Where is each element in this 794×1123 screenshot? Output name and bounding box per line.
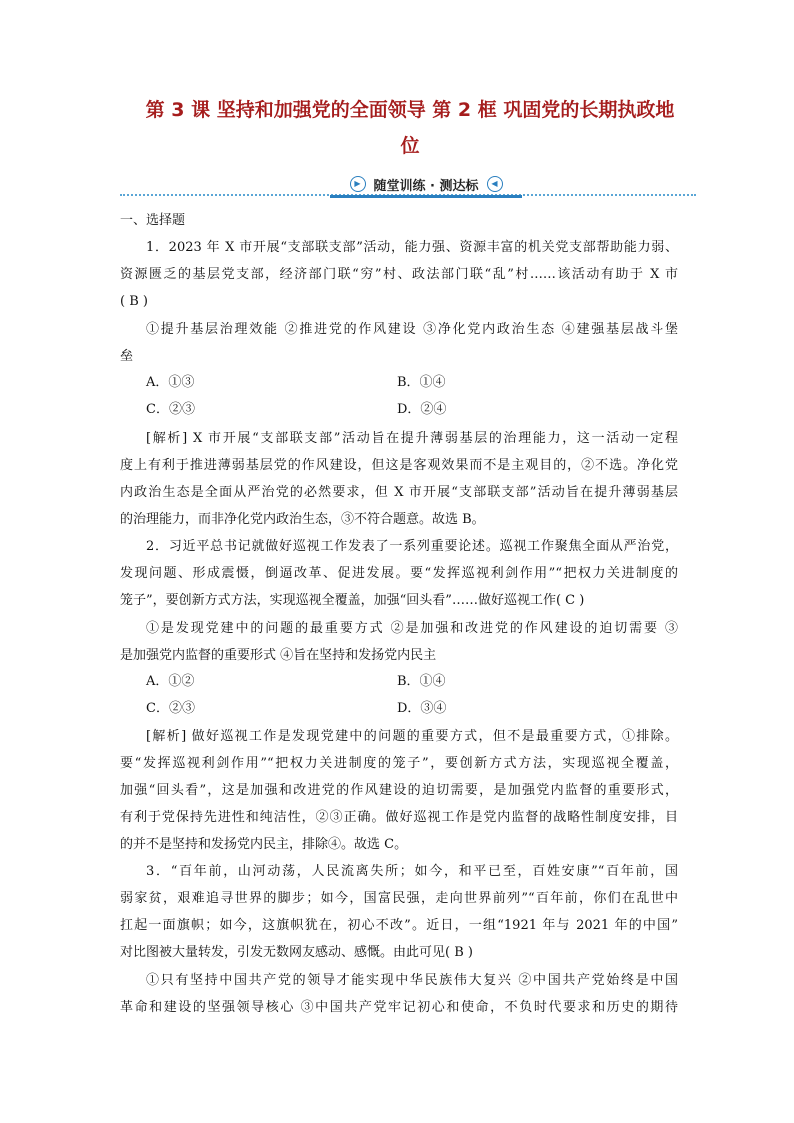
- q2-option-d: D．③④: [397, 701, 447, 716]
- q1-option-d: D．②④: [397, 402, 447, 417]
- q2-stem-line-1: 2．习近平总书记就做好巡视工作发表了一系列重要论述。巡视工作聚焦全面从严治党，: [146, 539, 678, 554]
- q2-option-c: C．②③: [146, 701, 195, 716]
- q3-stem-line-4: 对比图被大量转发，引发无数网友感动、感慨。由此可见( B ): [120, 945, 473, 960]
- q1-stem-line-2: 资源匮乏的基层党支部，经济部门联“穷”村、政法部门联“乱”村……该活动有助于 X 市: [120, 267, 678, 282]
- q1-explanation-line-3: 内政治生态是全面从严治党的必然要求，但 X 市开展“支部联支部”活动旨在提升薄弱基层: [120, 485, 678, 500]
- banner-underbar: [330, 195, 522, 198]
- q2-statements-line-1: ①是发现党建中的问题的最重要方式 ②是加强和改进党的作风建设的迫切需要 ③: [146, 621, 678, 636]
- q3-statements-line-1: ①只有坚持中国共产党的领导才能实现中华民族伟大复兴 ②中国共产党始终是中国: [146, 973, 678, 988]
- q2-explanation-line-4: 有利于党保持先进性和纯洁性，②③正确。做好巡视工作是党内监督的战略性制度安排，目: [120, 810, 678, 825]
- lesson-title-line-2: 位: [400, 135, 420, 157]
- q3-stem-line-3: 扛起一面旗帜；如今，这旗帜犹在，初心不改”。近日，一组“1921 年与 2021 年的中国”: [120, 918, 678, 933]
- q1-explanation-line-1: [解析] X 市开展“支部联支部”活动旨在提升薄弱基层的治理能力，这一活动一定程: [146, 431, 678, 446]
- q2-option-a: A．①②: [146, 674, 195, 689]
- q2-statements-line-2: 是加强党内监督的重要形式 ④旨在坚持和发扬党内民主: [120, 648, 437, 663]
- q2-stem-line-3: 笼子”，要创新方式方法，实现巡视全覆盖，加强“回头看”……做好巡视工作( C ): [120, 593, 585, 608]
- banner-label: 随堂训练 · 测达标: [373, 178, 479, 194]
- section-heading: 一、选择题: [120, 213, 186, 228]
- q2-explanation-line-2: 要“发挥巡视利剑作用”“把权力关进制度的笼子”，要创新方式方法，实现巡视全覆盖，: [120, 756, 678, 771]
- q1-stem-line-1: 1．2023 年 X 市开展“支部联支部”活动，能力强、资源丰富的机关党支部帮助能力弱、: [146, 240, 678, 255]
- q1-explanation-line-2: 度上有利于推进薄弱基层党的作风建设，但这是客观效果而不是主观目的，②不选。净化党: [120, 458, 678, 473]
- q2-stem-line-2: 发现问题、形成震慑，倒逼改革、促进发展。要“发挥巡视利剑作用”“把权力关进制度的: [120, 566, 678, 581]
- q2-option-b: B．①④: [397, 674, 446, 689]
- q1-option-b: B．①④: [397, 375, 446, 390]
- q1-statements-line-1: ①提升基层治理效能 ②推进党的作风建设 ③净化党内政治生态 ④建强基层战斗堡: [146, 322, 678, 337]
- q3-stem-line-2: 弱家贫，艰难追寻世界的脚步；如今，国富民强，走向世界前列”“百年前，你们在乱世中: [120, 891, 678, 906]
- q3-stem-line-1: 3．“百年前，山河动荡，人民流离失所；如今，和平已至，百姓安康”“百年前，国: [146, 864, 678, 879]
- q1-answer: ( B ): [120, 294, 148, 309]
- lesson-title-line-1: 第 3 课 坚持和加强党的全面领导 第 2 框 巩固党的长期执政地: [145, 99, 675, 121]
- section-banner: [330, 174, 522, 194]
- q3-statements-line-2: 革命和建设的坚强领导核心 ③中国共产党牢记初心和使命，不负时代要求和历史的期待: [120, 1000, 678, 1015]
- q2-explanation-line-5: 的并不是坚持和发扬党内民主，排除④。故选 C。: [120, 837, 408, 852]
- q1-statements-line-2: 垒: [120, 349, 134, 364]
- q1-explanation-line-4: 的治理能力，而非净化党内政治生态，③不符合题意。故选 B。: [120, 512, 485, 527]
- q1-option-c: C．②③: [146, 402, 195, 417]
- q1-option-a: A．①③: [146, 375, 195, 390]
- q2-explanation-line-1: [解析] 做好巡视工作是发现党建中的问题的重要方式，但不是最重要方式，①排除。: [146, 729, 678, 744]
- play-left-icon: ◀: [487, 176, 503, 192]
- q2-explanation-line-3: 加强“回头看”，这是加强和改进党的作风建设的迫切需要，是加强党内监督的重要形式，: [120, 783, 678, 798]
- play-right-icon: ▶: [350, 176, 366, 192]
